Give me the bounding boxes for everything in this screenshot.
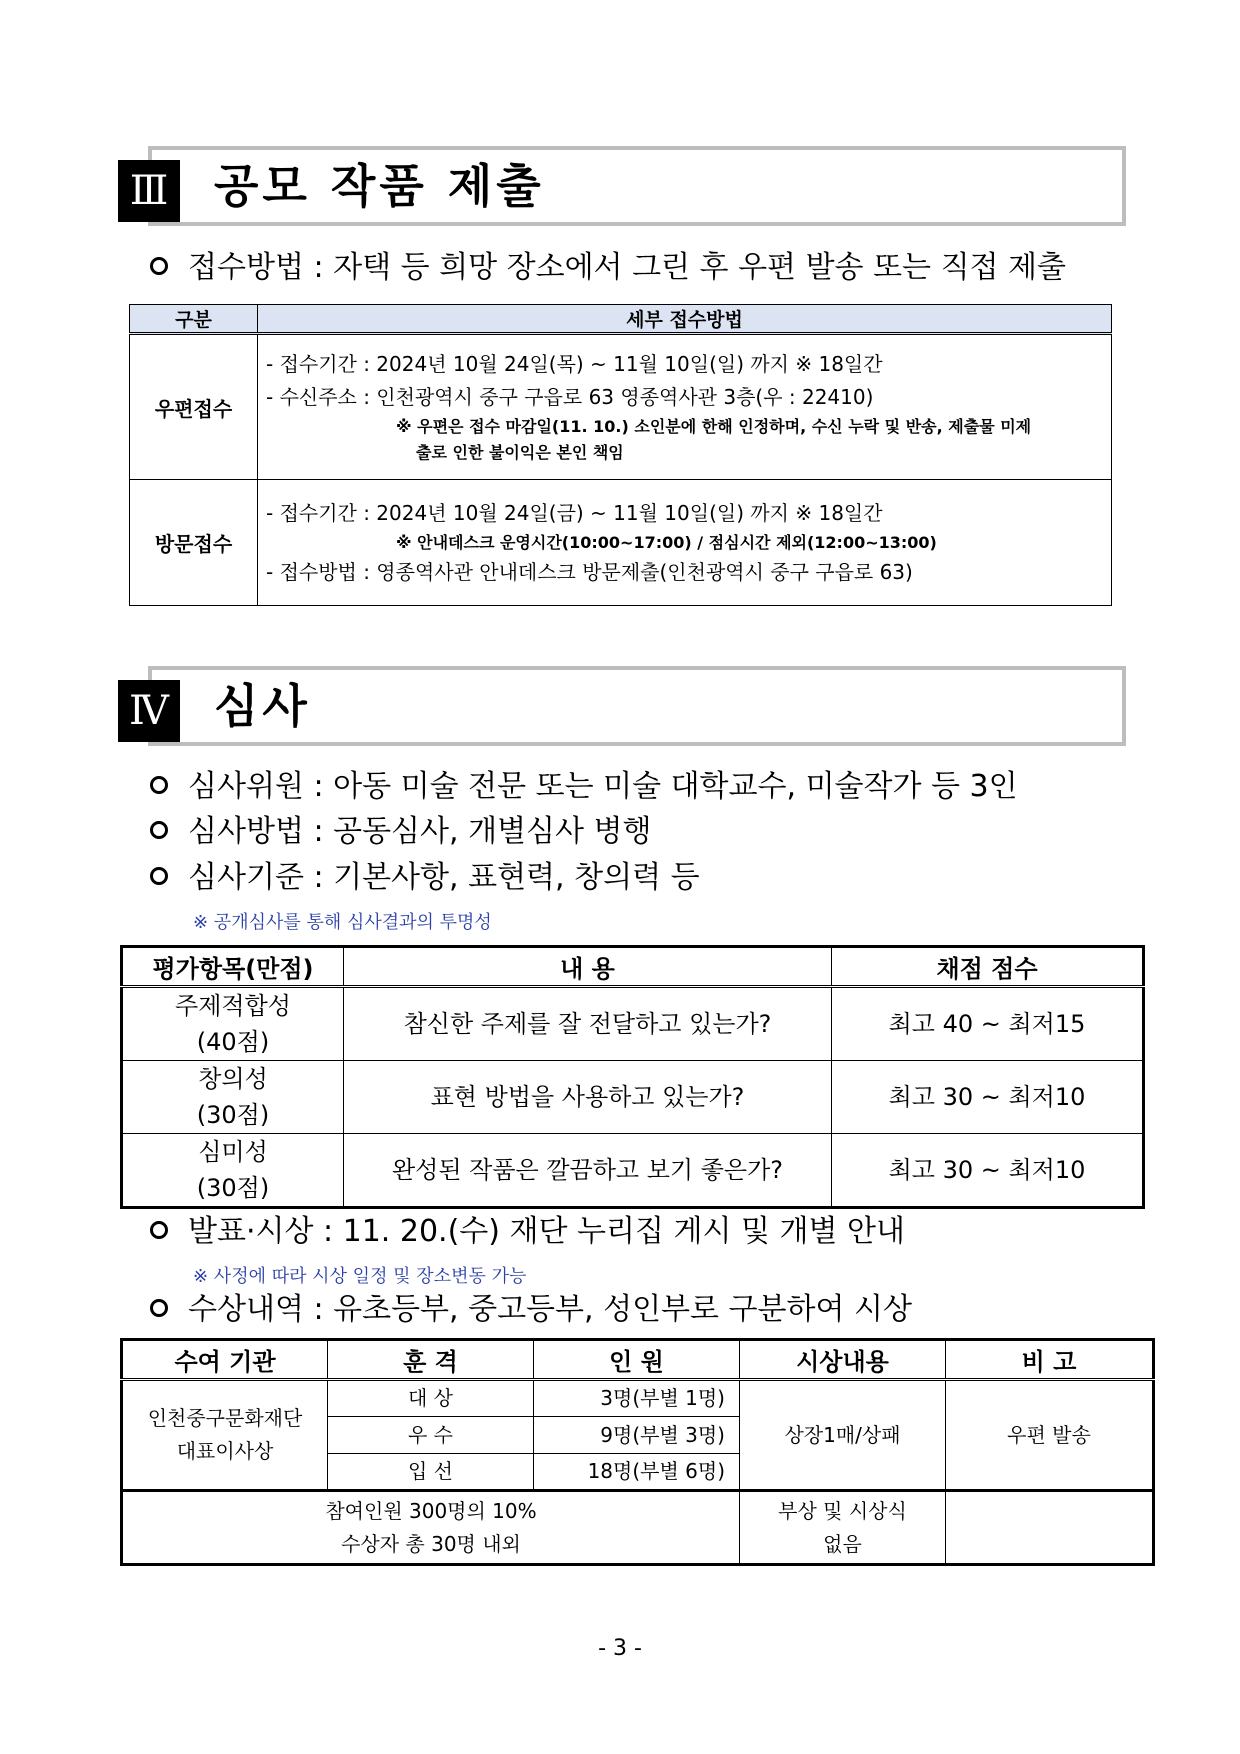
table-header: 비 고 bbox=[946, 1340, 1154, 1380]
table-row bbox=[122, 1061, 1144, 1134]
mail-details bbox=[258, 334, 1112, 480]
award-prize: 상장1매/상패 bbox=[740, 1380, 946, 1491]
eval-content: 참신한 주제를 잘 전달하고 있는가? bbox=[344, 987, 832, 1061]
eval-score: 최고 40 ~ 최저15 bbox=[832, 987, 1144, 1061]
eval-content: 완성된 작품은 깔끔하고 보기 좋은가? bbox=[344, 1134, 832, 1208]
section-4-header bbox=[118, 666, 1126, 746]
row-label-visit: 방문접수 bbox=[130, 480, 258, 606]
receipt-method-table bbox=[129, 304, 1112, 606]
award-remark: 우편 발송 bbox=[946, 1380, 1154, 1491]
bullet-receipt-method: 접수방법 : 자택 등 희망 장소에서 그린 후 우편 발송 또는 직접 제출 bbox=[150, 248, 1066, 288]
table-row bbox=[122, 1134, 1144, 1208]
circle-bullet-icon bbox=[150, 1299, 168, 1317]
table-header: 구분 bbox=[130, 305, 258, 334]
table-header: 시상내용 bbox=[740, 1340, 946, 1380]
evaluation-table bbox=[120, 945, 1145, 1209]
eval-item: 심미성 (30점) bbox=[122, 1134, 344, 1208]
section-title: 심사 bbox=[214, 679, 311, 733]
table-row bbox=[122, 1380, 1154, 1417]
award-grade: 대 상 bbox=[328, 1380, 534, 1417]
visit-details bbox=[258, 480, 1112, 606]
award-count: 3명(부별 1명) bbox=[534, 1380, 740, 1417]
detail-note: 출로 인한 불이익은 본인 책임 bbox=[416, 443, 624, 462]
bullet-judging-method: 심사방법 : 공동심사, 개별심사 병행 bbox=[150, 812, 652, 852]
empty-cell bbox=[946, 1491, 1154, 1565]
bullet-judging-criteria: 심사기준 : 기본사항, 표현력, 창의력 등 bbox=[150, 858, 700, 898]
table-header: 채점 점수 bbox=[832, 947, 1144, 987]
bullet-awards: 수상내역 : 유초등부, 중고등부, 성인부로 구분하여 시상 bbox=[150, 1290, 912, 1330]
detail-note: ※ 안내데스크 운영시간(10:00~17:00) / 점심시간 제외(12:00~13:00) bbox=[396, 532, 937, 552]
eval-item: 창의성 (30점) bbox=[122, 1061, 344, 1134]
award-grade: 입 선 bbox=[328, 1454, 534, 1491]
section-number: Ⅳ bbox=[118, 680, 180, 742]
detail-note: ※ 우편은 접수 마감일(11. 10.) 소인분에 한해 인정하며, 수신 누락 및 반송, 제출물 미제 bbox=[396, 417, 1032, 436]
table-header: 평가항목(만점) bbox=[122, 947, 344, 987]
table-header: 수여 기관 bbox=[122, 1340, 328, 1380]
transparency-note: ※ 공개심사를 통해 심사결과의 투명성 bbox=[193, 912, 492, 933]
circle-bullet-icon bbox=[150, 776, 168, 794]
circle-bullet-icon bbox=[150, 257, 168, 275]
eval-score: 최고 30 ~ 최저10 bbox=[832, 1061, 1144, 1134]
table-header: 내 용 bbox=[344, 947, 832, 987]
award-count: 18명(부별 6명) bbox=[534, 1454, 740, 1491]
participants-summary: 참여인원 300명의 10% 수상자 총 30명 내외 bbox=[122, 1491, 740, 1565]
table-header: 세부 접수방법 bbox=[258, 305, 1112, 334]
award-table bbox=[120, 1338, 1155, 1566]
schedule-note: ※ 사정에 따라 시상 일정 및 장소변동 가능 bbox=[193, 1266, 527, 1287]
row-label-mail: 우편접수 bbox=[130, 334, 258, 480]
detail-line: - 수신주소 : 인천광역시 중구 구읍로 63 영종역사관 3층(우 : 22410) bbox=[266, 385, 874, 409]
circle-bullet-icon bbox=[150, 867, 168, 885]
bullet-judges: 심사위원 : 아동 미술 전문 또는 미술 대학교수, 미술작가 등 3인 bbox=[150, 767, 1018, 807]
extra-prize-note: 부상 및 시상식 없음 bbox=[740, 1491, 946, 1565]
table-header: 훈 격 bbox=[328, 1340, 534, 1380]
eval-score: 최고 30 ~ 최저10 bbox=[832, 1134, 1144, 1208]
circle-bullet-icon bbox=[150, 1221, 168, 1239]
detail-line: - 접수기간 : 2024년 10월 24일(금) ~ 11월 10일(일) 까지 ※ 18일간 bbox=[266, 500, 883, 525]
bullet-announcement: 발표·시상 : 11. 20.(수) 재단 누리집 게시 및 개별 안내 bbox=[150, 1212, 905, 1252]
eval-content: 표현 방법을 사용하고 있는가? bbox=[344, 1061, 832, 1134]
section-3-header bbox=[118, 146, 1126, 226]
page-number: - 3 - bbox=[598, 1636, 642, 1661]
eval-item: 주제적합성 (40점) bbox=[122, 987, 344, 1061]
section-number: Ⅲ bbox=[118, 160, 180, 222]
circle-bullet-icon bbox=[150, 821, 168, 839]
detail-line: - 접수방법 : 영종역사관 안내데스크 방문제출(인천광역시 중구 구읍로 63) bbox=[266, 559, 913, 584]
table-header: 인 원 bbox=[534, 1340, 740, 1380]
section-title: 공모 작품 제출 bbox=[214, 159, 545, 213]
table-row bbox=[122, 987, 1144, 1061]
awarding-org: 인천중구문화재단 대표이사상 bbox=[122, 1380, 328, 1491]
award-count: 9명(부별 3명) bbox=[534, 1417, 740, 1454]
table-row bbox=[122, 1491, 1154, 1565]
award-grade: 우 수 bbox=[328, 1417, 534, 1454]
detail-line: - 접수기간 : 2024년 10월 24일(목) ~ 11월 10일(일) 까지 ※ 18일간 bbox=[266, 352, 883, 376]
